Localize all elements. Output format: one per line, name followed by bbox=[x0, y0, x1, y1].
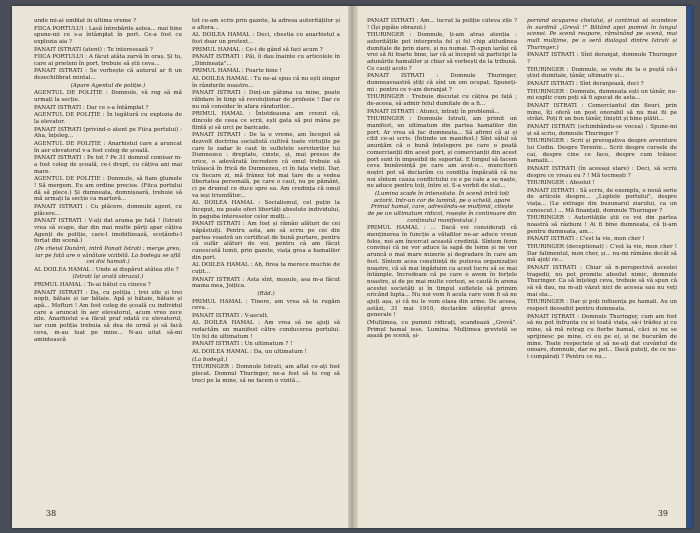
column-left-2 bbox=[192, 18, 340, 502]
play-paragraph: AL DOILEA HAMAL : Deci, chestia cu anarhistul a fost doar un pretext... bbox=[192, 32, 340, 45]
play-paragraph: PRIMUL HAMAL : Foarte bine ! bbox=[192, 68, 282, 75]
play-paragraph: THURINGER : Domnule, se vede de la o poștă că-i știut dumitale, tânăr, ultimativ și... bbox=[527, 66, 677, 80]
play-paragraph: PANAIT ISTRATI : Da, cu poliția ; trei zile și trei nopți, bătaie și iar bătaie. Apă și bătaie, bătaie și apă... Mofturi ! Am fost coleg de școală cu individul care a aruncat în aer elevatorul, acum vreo zece zile. Anarhistul s-a făcut praf odată cu elevatorul, iar cum poliția trebuia să dea de urmă și să facă ceva, m-au luat pe mine... N-au uitat să-mi amintească bbox=[34, 289, 182, 343]
column-left-1 bbox=[34, 18, 182, 502]
play-paragraph: pornind ocuparea cheiului, și continuă să scandeze în surdină „Grevă !" Bătând apoi pumnii în lungul scenei. Pe scenă reapare, rămânând pe scenă, mai mult mulțime, pe o seră dialogul dintre Istrati și Thuringer.) bbox=[527, 18, 677, 51]
play-paragraph: PANAIT ISTRATI : Sînt deranjează, deci ? bbox=[527, 81, 644, 87]
play-paragraph: PANAIT ISTRATI : Dinț-un pătima ca mine, poate răbdare în timp să revoluționar de profesie ! Dar ce nu mă consider în afara rândurilor... bbox=[192, 90, 340, 110]
book-cover-edge bbox=[686, 6, 692, 528]
play-paragraph: THURINGER (deceptionat) : C'est la vie, mon cher ! Dar falimentul, mon cher, și... nu-mi rămâne decât să mă ajuți ce... bbox=[527, 244, 677, 264]
play-paragraph: THURINGER : Autoritățile știi ce voi din partea noastră să răzbuni ! Ai fi bine dumneata, că ți-am pentru dumneata, am... bbox=[527, 215, 677, 235]
play-paragraph: PANAIT ISTRATI : Domnule Thuringer, cum am fost să nu pot înfrunta cu ei toată viața, să-i trădez și cu mine, să mă retrag cu fierbe hamal, căci ei nu se sprijinesc pe mine, ci eu pe ei, și ne bucurăm de mine. Toate respectele și să ne-ați dat cuvântul de onoare, domnule, dar nu pot... Dacă puteți, de ce nu-i cumpărați ? Pentru ce nu... bbox=[527, 313, 677, 360]
play-paragraph: AL DOILEA HAMAL : Socialismul, cel puțin la început, nu poate oferi libertăți absolute individului, în paguba intereselor celor mulți... bbox=[192, 200, 340, 220]
play-paragraph: FIICA PORTULUI : A făcut atâta zarvă în oraș. Și tu, care ai prieteni în port, trebuie să știi ceva... bbox=[34, 54, 182, 67]
play-paragraph: THURINGER : Domnule, dumneata ești un tânăr, nu-mi explic cum poți să fi apucat de asta... bbox=[527, 88, 677, 102]
column-right-2 bbox=[527, 18, 677, 502]
play-paragraph: (Pe cheiul Dunării, intră Panait Istrati ; merge greu, iar pe față are o vânătaie vizibilă. La bodega se află cei doi hamali.) bbox=[34, 245, 182, 266]
play-paragraph: AGENTUL DE POLIȚIE : În legătură cu explozia de la elevator. bbox=[34, 112, 182, 125]
play-paragraph: PANAIT ISTRATI : Chiar să n-perspectivă acestei tragedii, nu pot promite absolut nimic, domnule Thuringer. Ca să înțelegi ceva, trebuie să vă spun că să vă dau, nu m-ați văzut nici de acesea sau nu veți mai sta... bbox=[527, 265, 677, 298]
play-paragraph: PANAIT ISTRATI : C'est la vie, mon cher ! bbox=[527, 236, 645, 243]
play-paragraph: PRIMUL HAMAL : Ce-i de gând să faci acum ? bbox=[192, 46, 323, 53]
play-paragraph: (Apare Agentul de poliție.) bbox=[70, 82, 146, 89]
play-paragraph: PANAIT ISTRATI : Sînt deranjat, domnule Thuringer ? bbox=[527, 52, 677, 66]
play-paragraph: AGENTUL DE POLIȚIE : Domnule, vă rog să mă urmați la secție. bbox=[34, 90, 182, 104]
play-paragraph: (Mulțimea, cu pumnii ridicați, scandează „Grevă". Primul hamal iese. Lumina. Mulțimea grevistă se așază pe scenă, și- bbox=[367, 320, 517, 340]
play-paragraph: THURINGER : Scrii și prerogativa despre avventure lui Codin. Despre Terente... Scrii despre cursele de cai, despre cine ce face, despre cum trăiesc hamalii... bbox=[527, 138, 677, 165]
play-paragraph: PANAIT ISTRATI : V-ați dat arama pe față ! (Istrati vrea să scape, dar din mai multe părți apar câțiva Agenți de poliție, care-l imobilizează, scoțându-l forțat din scenă.) bbox=[34, 218, 182, 245]
play-paragraph: PANAIT ISTRATI : Cu plăcere, domnule agent, cu plăcere... bbox=[34, 203, 182, 217]
play-paragraph: PANAIT ISTRATI (privind-o atent pe Fiica portului) : Aha, înțeleg... bbox=[34, 126, 182, 140]
play-paragraph: AL DOILEA HAMAL : Ah, firea ta merece muchie de cuțit... bbox=[192, 262, 340, 276]
play-paragraph: PANAIT ISTRATI : Asta sînt, moșule, asa m-a făcut mama mea, Joițica. bbox=[192, 276, 340, 290]
play-paragraph: AL DOILEA HAMAL : Tu ne-ai spus că nu ești singur în rândurile noastre... bbox=[192, 76, 340, 89]
play-paragraph: THURINGER : Trebuie discutat cu câțiva pe față ; de-aceea, să admir felul dumitale de a fi... bbox=[367, 94, 517, 108]
play-paragraph: FIICA PORTULUI : Lasă întrebările astea... mai bine spune-mi ce s-a întâmplat în port. Ce-a fost cu explozia aia ? bbox=[34, 25, 182, 45]
column-right-1 bbox=[367, 18, 517, 502]
play-paragraph: unde mi-ai umblat în ultima vreme ? bbox=[34, 18, 137, 24]
play-paragraph: AL DOILEA HAMAL : Am vrea să ne ajuți să redactăm un manifest către conducerea portului. Un fel de ultimatum ! bbox=[192, 320, 340, 340]
play-paragraph: PANAIT ISTRATI : Să scriu, de exemplu, o nouă serie de articole despre... „Luptele portului", despre viața... (Le extrage din buzunarul ziarului, ca un cunoscut.) ... Mă finanțați, domnule Thuringer ? bbox=[527, 187, 677, 214]
play-paragraph: THURINGER : Absolut ! bbox=[527, 180, 595, 187]
play-paragraph: PANAIT ISTRATI : De la o vreme, am început să dezvolt doctrina socialistă cultivă toate virtuțile pe care le zadar le caut în sufletele servitorilor lui Dumnezeu : dreptate, cinste, și, mai presus de orice, o adevărată încredere că omul trebuie să trăiască în frică de Dumnezeu, ci în fața vieții. Dar, cu fiecare zi, mă frânez tot mai tare de a vedea libertatea personală, pe care o caut, nu pe pământ, ci pe drumul ce duce spre ea. Am credința că omul va ieși triumfător... bbox=[192, 132, 340, 199]
play-paragraph: PRIMUL HAMAL : Te-ai bătut cu cineva ? bbox=[34, 282, 151, 289]
play-paragraph: PANAIT ISTRATI : Comerciantul din fleuri, prin mine, îți oferă un post onorabil să nu mai fii pe străzi. Poți fi un bun tânăr, liniștit și bine plătit... bbox=[527, 102, 677, 123]
play-paragraph: (Lumina scade în intensitate. În scenă intră toți actorii. Intr-un cor de lumină, pe o schelă, apare Primul hamal, care, adresându-se mulțimii, citește de pe un ultimatum ridicol, roșește în continuare din conținutul manifestului.) bbox=[367, 190, 517, 224]
play-paragraph: PANAIT ISTRATI : Păi, îi dau înainte cu articolele în „Dimineața"... bbox=[192, 54, 340, 67]
play-paragraph: PANAIT ISTRATI : Am... lucrat la poliție câteva zile ? ! (Își pipăie obrazul.) bbox=[367, 18, 517, 31]
play-paragraph: PANAIT ISTRATI (atent) : Te interesează ? bbox=[34, 46, 153, 53]
play-paragraph: PANAIT ISTRATI : Pe tot ? Pe 31 domnul comisar m-a fost coleg de școală, ce-i drept, cu câțiva ani mai mare. bbox=[34, 155, 182, 175]
play-paragraph: AL DOILEA HAMAL : Da, un ultimatum ! bbox=[192, 349, 307, 356]
book-gutter bbox=[348, 6, 358, 528]
play-paragraph: PANAIT ISTRATI : Domnule Thuringer, dumneavoastră știți că sînt un om ocupat. Spuneți-mi : pentru ce v-am deranjat ? bbox=[367, 73, 517, 93]
play-paragraph: (Istrati își arată obrazul.) bbox=[72, 274, 144, 281]
play-paragraph: (Râd.) bbox=[257, 291, 275, 297]
play-paragraph: PANAIT ISTRATI : Am fost și rămân alături de cei năpăstuiți. Pentru asta, am să scriu pe cei din partea voastră un certificat de bună purtare, pentru că sufăr alături de voi, pentru că am făcut cunoscută lumii, prin gazete, viața grea a hamalilor din port. bbox=[192, 221, 340, 261]
play-paragraph: THURINGER : Domnule Istrati, am aflat ce-ați fost plecat. Domnul Thuringer, ne-a fost să te rog să treci pe la mine, să ne facem o vizită... bbox=[192, 364, 340, 384]
play-paragraph: (La bodegă.) bbox=[192, 356, 228, 363]
book-spread bbox=[12, 6, 692, 528]
play-paragraph: THURINGER : Domnule, ți-am atras atenția : autoritățile pot interpreta fel și fel chip atitudinea dumitale de prin ziare, și nu numai. Ți-spun iarăși că vrei să fii foarte bine, iar că ai început să participi la adunările hamalilor și chiar să vorbești de la tribună. Ce cauți acolo ? bbox=[367, 32, 517, 72]
play-paragraph: AGENTUL DE POLIȚIE : Domnule, să fiam glumele ! Să mergem. Eu am ordine precise. (Fiica portului dă să plece.) Și dumneata, domnișoară, trebuie să mă urmați la secție ca martoră... bbox=[34, 176, 182, 203]
play-paragraph: PANAIT ISTRATI : Dar ce s-a întâmplat ? bbox=[34, 104, 149, 111]
play-paragraph: PANAIT ISTRATI : Atunci, intrați în problemă... bbox=[367, 108, 500, 115]
play-paragraph: THURINGER : Domnule Istrati, am primit un manifest, un ultimatum din partea hamalilor din port. Ar vrea să fac dumneata... Să afirmi că ai și citit ce-ai scris. (Întinde un manifest.) Sînt sătul să anunțăm că o bună înțelegere pe care o poată comercianții din acest port, și comercianții din acest port sunt în imposibil de suportat. E timpul să facem ceva bunăvoință pe care am avut-o... muncitorii noștri pot să declarăm cu condiția împăcată că nu noi sîntem cauza conflictului ce e pe cale a se naște, ne aduce pentru toți, între ei. S-a vorbit de stat... bbox=[367, 116, 517, 190]
play-paragraph: PANAIT ISTRATI (schimbându-se vocea) : Spune-mi și să scriu, domnule Thuringer ? bbox=[527, 123, 677, 137]
play-paragraph: AGENTUL DE POLIȚIE : Anarhistul care a aruncat în aer elevatorul v-a fost coleg de școală. bbox=[34, 140, 182, 154]
play-paragraph: PANAIT ISTRATI (în aceeași stare) : Deci, să scriu despre ce vreau eu ? ! Mă tocmești ? bbox=[527, 165, 677, 179]
play-paragraph: AL DOILEA HAMAL : Unde ai dispărut atâtea zile ? bbox=[34, 266, 179, 273]
play-paragraph: PANAIT ISTRATI : V-ascult. bbox=[192, 312, 269, 319]
play-paragraph: PANAIT ISTRATI : Un ultimatum ? ! bbox=[192, 341, 293, 348]
play-paragraph: THURINGER : Dar și poți influența pe hamali. Au un respect deosebit pentru dumneata. bbox=[527, 299, 677, 313]
play-paragraph: PRIMUL HAMAL : Întotdeauna am crezut că, dincolo de ceea ce scrii, ești gata să pui mâna pe flintă și să urci pe baricade. bbox=[192, 111, 340, 131]
play-paragraph: PRIMUL HAMAL : ... Dacă voi considerați că menținerea în funcție a vătafilor ne-ar aduce vreun folos, noi am încercat această credință. Sîntem ferm convinși că ne vor aduce la sapă de lemn și ne vor aruncă o mai mare mizerie și degradare în care am fost. Sîntem acea conștiință de puterea organizației noastre, că să mai îngăduim ca acest lucru să se mai întâmple. Incredeam că pe care o avem în forțele noastre, și de pe mai multe cortezi, se caută în arena acestei societăți și în timpul sufletele să primim oricând lupta... Nu noi vom fi acela care vom fi să ne ajuți așa, și că nu le vom elasa din arme. De aceea, astăzi, 31 mai 1910, declarăm sfârșitul greve generale ! bbox=[367, 225, 517, 319]
play-paragraph: PRIMUL HAMAL : Tinere, am vrea să te rugăm ceva... bbox=[192, 298, 340, 312]
play-paragraph: tot ce-am scris prin gazete, la adresa autorităților și a altora... bbox=[192, 18, 340, 31]
page-number-left: 38 bbox=[46, 509, 57, 518]
page-number-right: 39 bbox=[657, 509, 668, 518]
play-paragraph: PANAIT ISTRATI : Se vorbește că autorul ar fi un dezechilibrat mintal... bbox=[34, 68, 182, 82]
